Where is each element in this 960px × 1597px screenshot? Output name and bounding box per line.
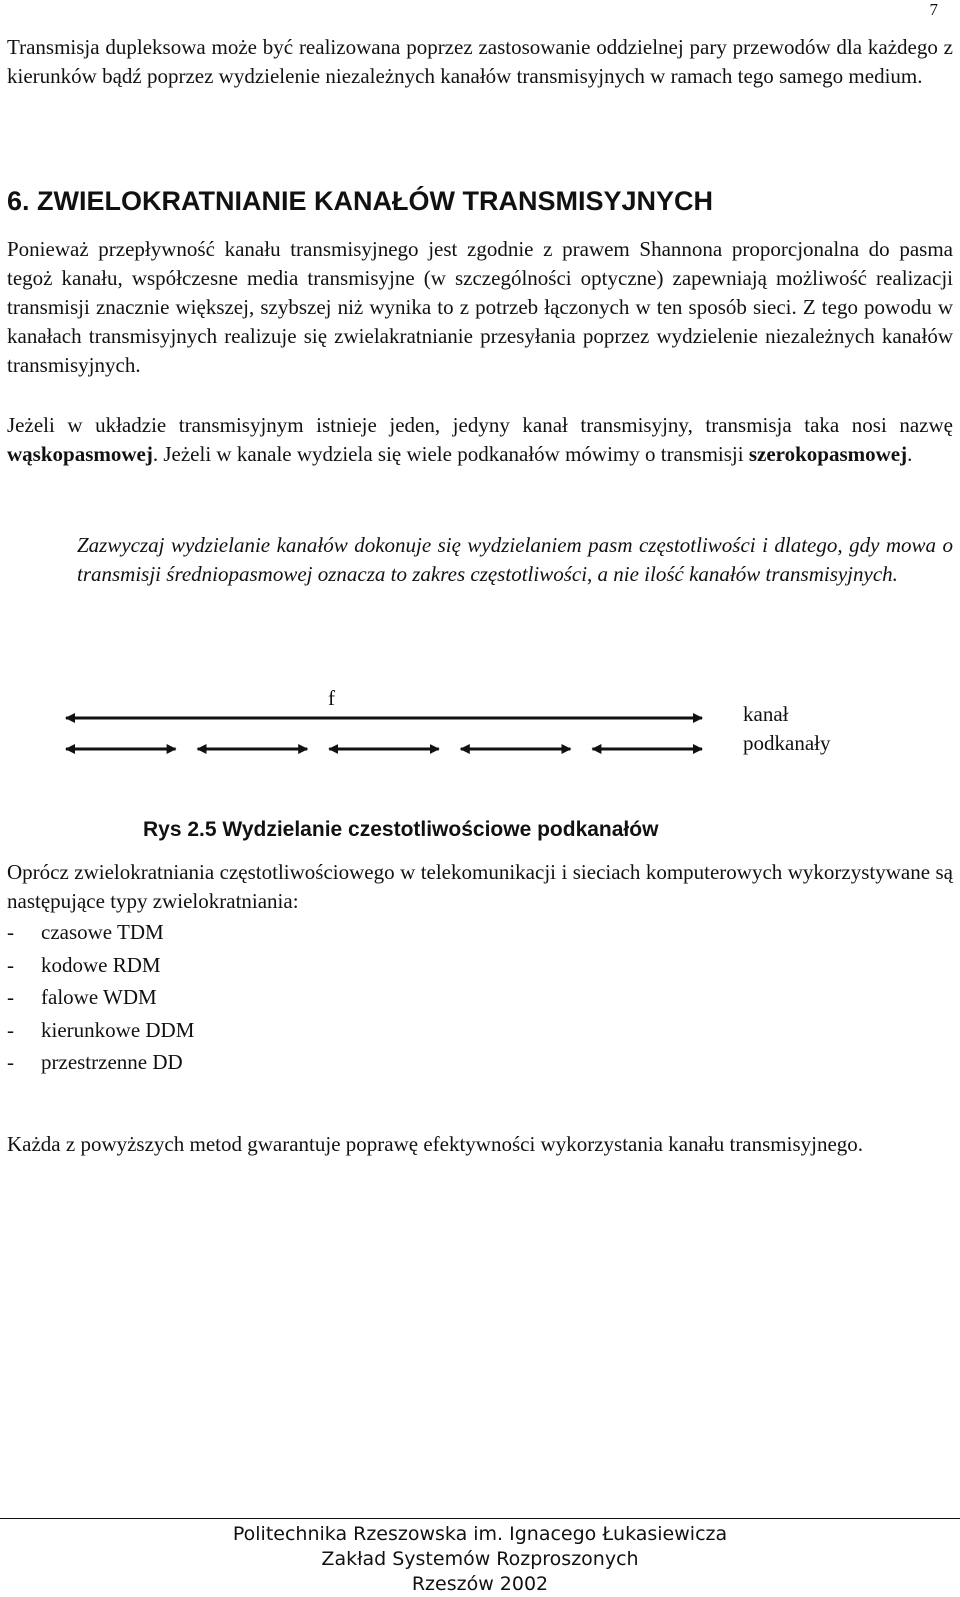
frequency-axis-label: f (328, 686, 335, 710)
list-dash: - (7, 985, 14, 1009)
list-dash: - (7, 952, 14, 977)
frequency-division-diagram (0, 685, 960, 785)
bandwidth-text-2: . Jeżeli w kanale wydziela się wiele podkanałów mówimy o transmisji (152, 442, 749, 466)
list-item-label: kodowe RDM (41, 952, 161, 977)
list-item-label: kierunkowe DDM (41, 1017, 195, 1042)
figure-caption: Rys 2.5 Wydzielanie czestotliwościowe podkanałów (143, 818, 659, 841)
channel-label: kanał (743, 702, 789, 726)
intro-paragraph: Transmisja dupleksowa może być realizowana poprzez zastosowanie oddzielnej pary przewodów dla każdego z kierunków bądź poprzez wydzielenie niezależnych kanałów transmisyjnych w ramach tego samego medium. (7, 35, 953, 88)
list-dash: - (7, 1050, 14, 1074)
narrowband-term: wąskopasmowej (7, 442, 153, 466)
shannon-paragraph: Ponieważ przepływność kanału transmisyjnego jest zgodnie z prawem Shannona proporcjonalna do pasma tegoż kanału, współczesne media transmisyjne (w szczególności optyczne) zapewniają możliwość realizacji transmisji znacznie większej, szybszej niż wynika to z potrzeb łączonych w ten sposób sieci. Z tego powodu w kanałach transmisyjnych realizuje się zwielakratnianie przesyłania poprzez wydzielenie niezależnych kanałów transmisyjnych. (7, 237, 953, 377)
section-heading: 6. ZWIELOKRATNIANIE KANAŁÓW TRANSMISYJNYCH (7, 186, 713, 216)
frequency-note: Zazwyczaj wydzielanie kanałów dokonuje się wydzielaniem pasm częstotliwości i dlatego, gdy mowa o transmisji średniopasmowej oznacza to zakres częstotliwości, a nie ilość kanałów transmisyjnych. (77, 533, 953, 586)
page-footer (0, 1522, 960, 1597)
bandwidth-text-3: . (907, 442, 913, 466)
list-item (7, 1046, 194, 1079)
bandwidth-paragraph (7, 411, 953, 469)
list-item (7, 916, 194, 949)
list-item-label: falowe WDM (41, 985, 157, 1009)
broadband-term: szerokopasmowej (748, 442, 908, 466)
list-item (7, 949, 194, 982)
list-item (7, 981, 194, 1014)
list-item-label: przestrzenne DD (41, 1050, 183, 1074)
list-dash: - (7, 920, 14, 944)
list-dash: - (7, 1017, 14, 1042)
footer-city-year: Rzeszów 2002 (411, 1573, 549, 1595)
list-item (7, 1014, 194, 1047)
multiplexing-intro: Oprócz zwielokratniania częstotliwościowego w telekomunikacji i sieciach komputerowych wykorzystywane są następujące typy zwielokratniania: (7, 860, 953, 913)
subchannels-label: podkanały (743, 731, 831, 755)
conclusion-paragraph: Każda z powyższych metod gwarantuje poprawę efektywności wykorzystania kanału transmisyjnego. (7, 1132, 864, 1156)
footer-department: Zakład Systemów Rozproszonych (321, 1548, 639, 1570)
footer-university: Politechnika Rzeszowska im. Ignacego Łukasiewicza (232, 1523, 728, 1545)
list-item-label: czasowe TDM (41, 920, 164, 944)
page-number: 7 (929, 0, 938, 19)
multiplexing-types-list (7, 916, 194, 1079)
footer-divider (0, 1518, 960, 1519)
bandwidth-text-1: Jeżeli w układzie transmisyjnym istnieje jeden, jedyny kanał transmisyjny, transmisja taka nosi nazwę (7, 413, 953, 437)
